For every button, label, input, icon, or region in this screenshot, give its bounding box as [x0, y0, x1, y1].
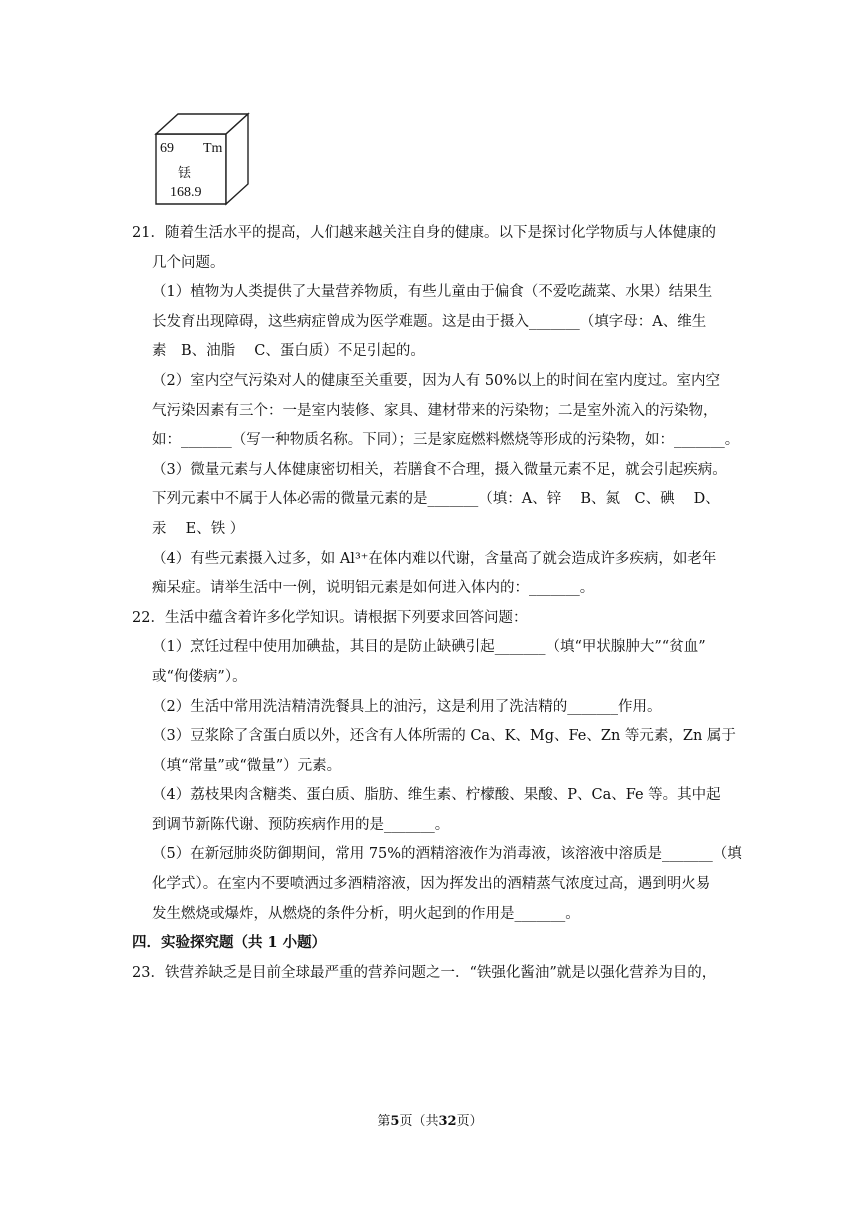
text-line: 到调节新陈代谢、预防疾病作用的是_______。 [152, 816, 450, 833]
element-name: 铥 [178, 166, 192, 181]
text-line: 21．随着生活水平的提高，人们越来越关注自身的健康。以下是探讨化学物质与人体健康的 [132, 225, 716, 241]
atomic-mass: 168.9 [170, 185, 202, 200]
page-footer [0, 1110, 860, 1129]
text-line: 如：_______（写一种物质名称。下同）；三是家庭燃料燃烧等形成的污染物，如：_______。 [152, 432, 740, 449]
text-line: （1）烹饪过程中使用加碘盐，其目的是防止缺碘引起_______（填“甲状腺肿大”“贫血” [152, 639, 706, 656]
text-line: 化学式）。在室内不要喷洒过多酒精溶液，因为挥发出的酒精蒸气浓度过高，遇到明火易 [152, 876, 711, 893]
footer-middle: 页（共 [399, 1114, 439, 1129]
footer-prefix: 第 [377, 1114, 391, 1129]
footer-page-number: 5 [390, 1114, 400, 1129]
text-line: （4）有些元素摄入过多，如 Al³⁺在体内难以代谢，含量高了就会造成许多疾病，如老年 [152, 550, 717, 567]
text-line: 长发育出现障碍，这些病症曾成为医学难题。这是由于摄入_______（填字母：A、维生 [152, 313, 707, 330]
text-line: （2）室内空气污染对人的健康至关重要，因为人有 50%以上的时间在室内度过。室内空 [152, 372, 721, 389]
text-line: 下列元素中不属于人体必需的微量元素的是_______（填：A、锌 B、氮 C、碘 D、 [152, 491, 720, 508]
text-line: 几个问题。 [152, 254, 225, 271]
text-line: （4）荔枝果肉含糖类、蛋白质、脂肪、维生素、柠檬酸、果酸、P、Ca、Fe 等。其中起 [152, 787, 721, 804]
question-text [132, 222, 742, 991]
text-line: （2）生活中常用洗洁精清洗餐具上的油污，这是利用了洗洁精的_______作用。 [152, 698, 662, 715]
text-line: 气污染因素有三个：一是室内装修、家具、建材带来的污染物；二是室外流入的污染物， [152, 402, 718, 419]
text-line: 或“佝偻病”）。 [152, 668, 247, 685]
atomic-number: 69 [160, 141, 174, 156]
text-line: 22．生活中蕴含着许多化学知识。请根据下列要求回答问题： [132, 609, 528, 626]
section-heading: 四．实验探究题（共 1 小题） [132, 934, 327, 952]
text-line: 汞 E、铁 ） [152, 520, 245, 537]
text-line: （3）豆浆除了含蛋白质以外，还含有人体所需的 Ca、K、Mg、Fe、Zn 等元素，Zn 属于 [152, 728, 736, 745]
footer-suffix: 页） [456, 1114, 483, 1129]
text-line: 痴呆症。请举生活中一例，说明铝元素是如何进入体内的：_______。 [152, 580, 595, 597]
text-line: 发生燃烧或爆炸，从燃烧的条件分析，明火起到的作用是_______。 [152, 905, 580, 922]
text-line: 23．铁营养缺乏是目前全球最严重的营养问题之一．“铁强化酱油”就是以强化营养为目的， [132, 964, 717, 981]
text-line: （1）植物为人类提供了大量营养物质，有些儿童由于偏食（不爱吃蔬菜、水果）结果生 [152, 284, 713, 301]
text-line: （5）在新冠肺炎防御期间，常用 75%的酒精溶液作为消毒液，该溶液中溶质是_______（填 [152, 846, 742, 863]
text-line: （填“常量”或“微量”）元素。 [152, 757, 342, 774]
footer-total-pages: 32 [438, 1114, 457, 1129]
text-line: （3）微量元素与人体健康密切相关，若膳食不合理，摄入微量元素不足，就会引起疾病。 [152, 461, 727, 478]
element-symbol: Tm [203, 141, 223, 156]
text-line: 素 B、油脂 C、蛋白质）不足引起的。 [152, 343, 425, 360]
